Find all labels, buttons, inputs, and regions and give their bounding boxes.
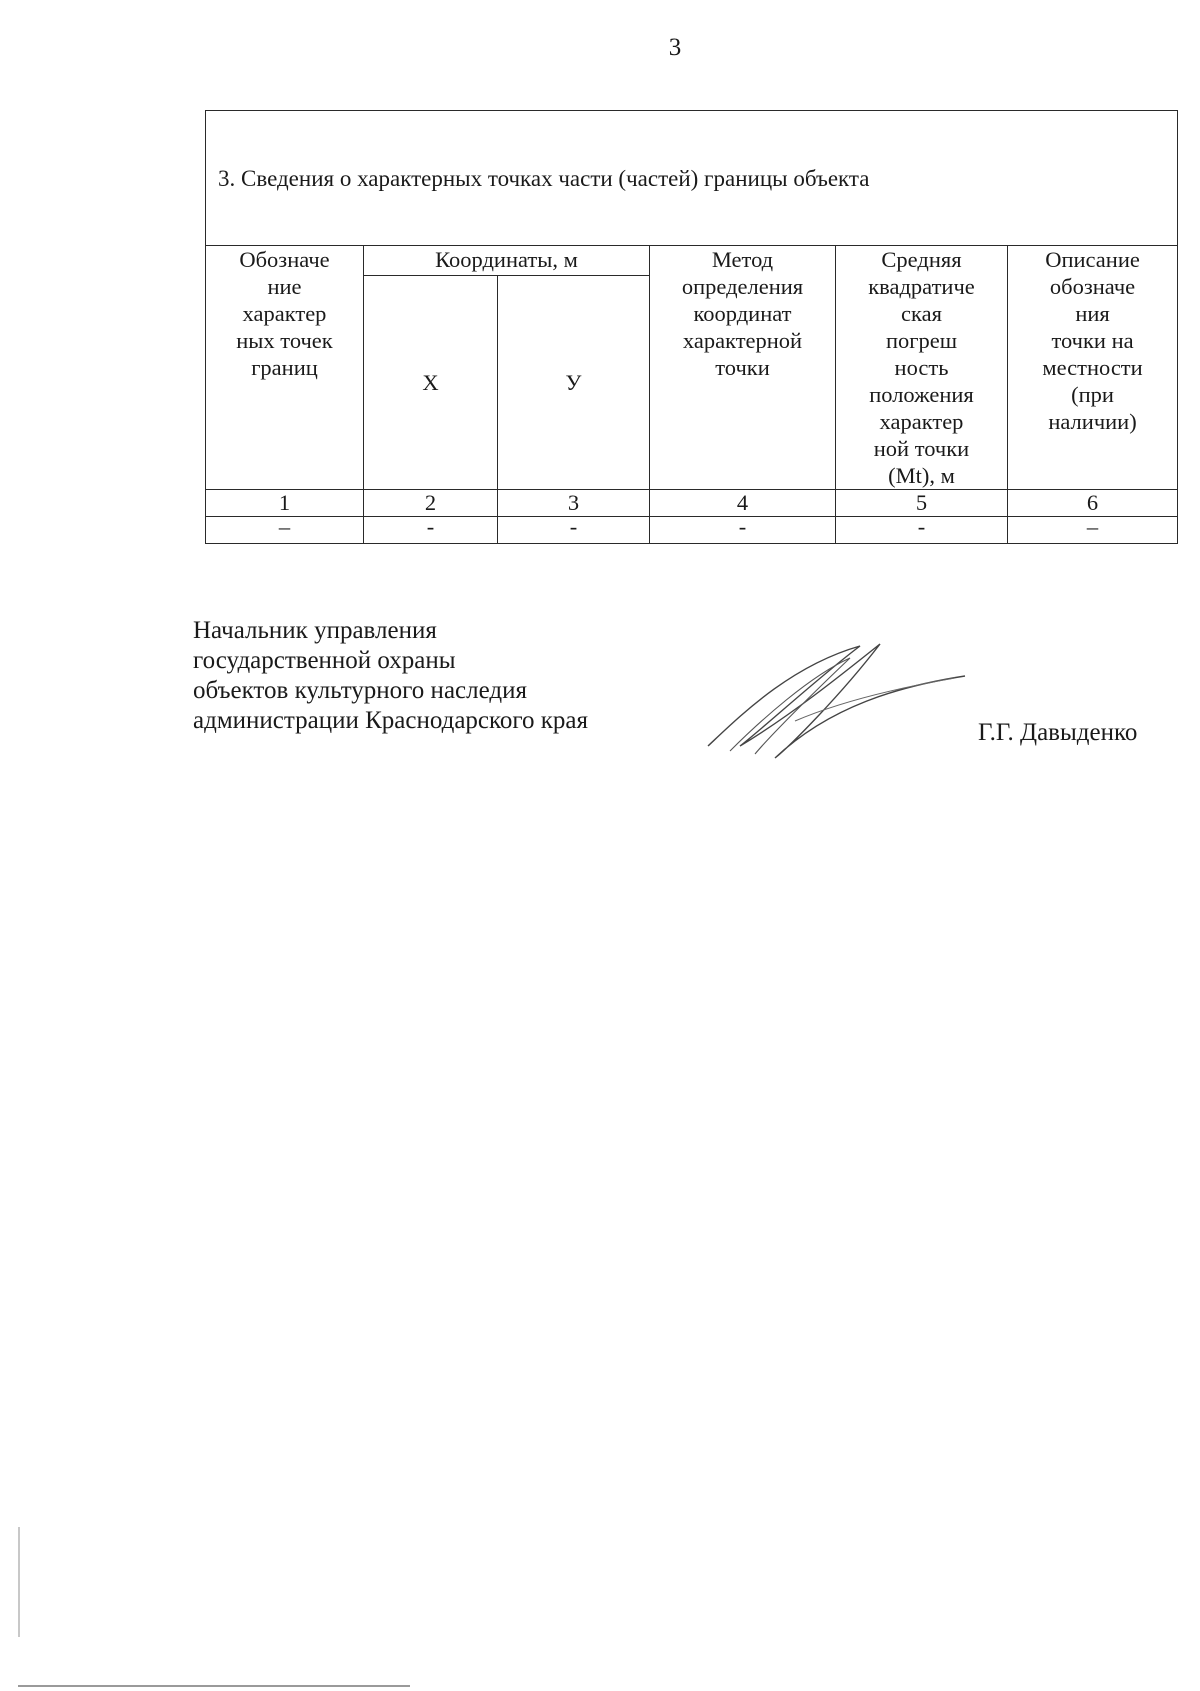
column-number: 2 bbox=[364, 490, 498, 517]
header-method: Метод определения координат характерной точки bbox=[650, 246, 836, 490]
column-number: 1 bbox=[206, 490, 364, 517]
table-cell: - bbox=[498, 517, 650, 544]
signer-name: Г.Г. Давыденко bbox=[978, 719, 1138, 746]
characteristic-points-table bbox=[205, 110, 1178, 544]
signer-position bbox=[193, 616, 588, 736]
scan-edge-line bbox=[18, 1527, 20, 1637]
table-cell: - bbox=[364, 517, 498, 544]
scan-edge-line bbox=[18, 1685, 410, 1687]
column-number: 4 bbox=[650, 490, 836, 517]
header-error: Средняя квадратиче ская погреш ность положения характер ной точки (Mt), м bbox=[836, 246, 1008, 490]
header-coordinates: Координаты, м bbox=[364, 246, 650, 276]
table-section-title: 3. Сведения о характерных точках части (частей) границы объекта bbox=[206, 111, 1178, 246]
table-cell: - bbox=[650, 517, 836, 544]
table-cell: - bbox=[836, 517, 1008, 544]
table-cell: – bbox=[1008, 517, 1178, 544]
table-row bbox=[206, 517, 1178, 544]
page-number: 3 bbox=[668, 34, 682, 61]
signer-position-line: государственной охраны bbox=[193, 647, 456, 674]
table-cell: – bbox=[206, 517, 364, 544]
column-number-row bbox=[206, 490, 1178, 517]
handwritten-signature bbox=[700, 636, 970, 766]
header-point-designation: Обозначе ние характер ных точек границ bbox=[206, 246, 364, 490]
signer-position-line: объектов культурного наследия bbox=[193, 677, 527, 704]
column-number: 3 bbox=[498, 490, 650, 517]
column-number: 5 bbox=[836, 490, 1008, 517]
header-description: Описание обозначе ния точки на местности (при наличии) bbox=[1008, 246, 1178, 490]
column-number: 6 bbox=[1008, 490, 1178, 517]
header-x: Х bbox=[364, 275, 498, 489]
header-y: У bbox=[498, 275, 650, 489]
signer-position-line: Начальник управления bbox=[193, 617, 437, 644]
signer-position-line: администрации Краснодарского края bbox=[193, 707, 589, 734]
